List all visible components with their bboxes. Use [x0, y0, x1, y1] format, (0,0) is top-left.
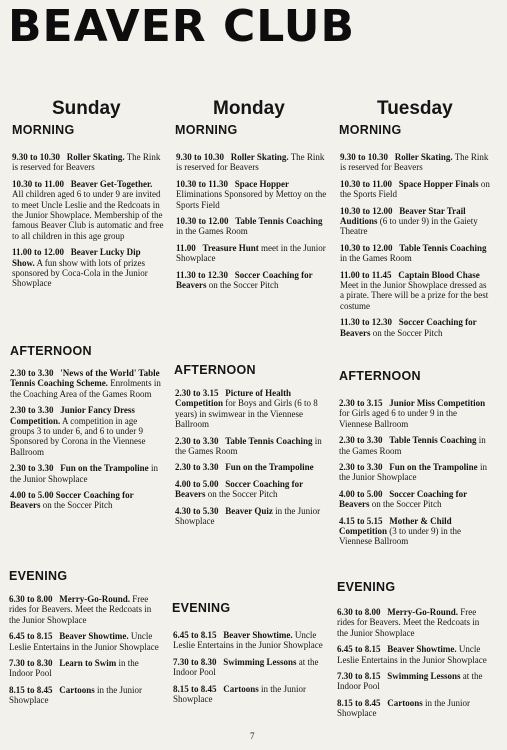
event-item: 10.30 to 11.00 Space Hopper Finals on the Sports Field: [340, 178, 490, 200]
event-item: 7.30 to 8.30 Swimming Lessons at the Indoor Pool: [173, 656, 319, 678]
day-title-monday: Monday: [213, 98, 285, 119]
event-list: [175, 388, 327, 532]
event-item: 2.30 to 3.30 Junior Fancy Dress Competition. A competition in age groups 3 to under 6, and 6 to under 9 Sponsored by Corona in the Viennese Ballroom: [10, 405, 146, 457]
section-heading-evening: EVENING: [172, 601, 231, 615]
event-item: 10.30 to 12.00 Table Tennis Coaching in the Games Room: [176, 216, 323, 237]
event-list: [176, 152, 328, 296]
event-list: [173, 630, 325, 710]
event-item: 9.30 to 10.30 Roller Skating. The Rink is reserved for Beavers: [176, 152, 325, 173]
event-item: 4.15 to 5.15 Mother & Child Competition (3 to under 9) in the Viennese Ballroom: [339, 515, 461, 547]
event-item: 9.30 to 10.30 Roller Skating. The Rink is reserved for Beavers: [340, 152, 489, 173]
event-list: [339, 398, 491, 553]
event-item: 11.30 to 12.30 Soccer Coaching for Beavers on the Soccer Pitch: [176, 269, 313, 291]
event-item: 2.30 to 3.15 Junior Miss Competition for Girls aged 6 to under 9 in the Viennese Ballroom: [339, 398, 486, 429]
event-item: 9.30 to 10.30 Roller Skating. The Rink is reserved for Beavers: [12, 152, 161, 173]
event-item: 10.30 to 12.00 Table Tennis Coaching in the Games Room: [340, 242, 487, 264]
event-list: [337, 607, 489, 725]
event-item: 4.00 to 5.00 Soccer Coaching for Beavers on the Soccer Pitch: [175, 478, 303, 500]
event-item: 2.30 to 3.30 Fun on the Trampoline in the Junior Showplace: [10, 463, 158, 484]
event-item: 2.30 to 3.15 Picture of Health Competition for Boys and Girls (6 to 8 years) in swimwear in the Viennese Ballroom: [175, 388, 318, 430]
event-item: 11.00 to 12.00 Beaver Lucky Dip Show. A fun show with lots of prizes sponsored by Coca-Cola in the Junior Showplace: [12, 247, 148, 289]
event-item: 6.30 to 8.00 Merry-Go-Round. Free rides for Beavers. Meet the Redcoats in the Junior Showplace: [9, 594, 152, 625]
event-item: 11.00 Treasure Hunt meet in the Junior Showplace: [176, 242, 326, 264]
day-title-sunday: Sunday: [52, 98, 121, 119]
event-item: 8.15 to 8.45 Cartoons in the Junior Showplace: [173, 683, 306, 705]
event-item: 6.45 to 8.15 Beaver Showtime. Uncle Leslie Entertains in the Junior Showplace: [337, 644, 487, 665]
event-item: 6.45 to 8.15 Beaver Showtime. Uncle Leslie Entertains in the Junior Showplace: [173, 630, 323, 651]
event-list: [12, 152, 164, 295]
event-item: 8.15 to 8.45 Cartoons in the Junior Showplace: [9, 684, 142, 706]
event-item: 10.30 to 11.30 Space Hopper Eliminations Sponsored by Mettoy on the Sports Field: [176, 178, 327, 210]
event-item: 2.30 to 3.30 Table Tennis Coaching in the Games Room: [339, 435, 486, 456]
event-item: 2.30 to 3.30 Table Tennis Coaching in the Games Room: [175, 435, 322, 457]
page-number: 7: [250, 731, 255, 741]
event-list: [10, 368, 162, 517]
event-item: 2.30 to 3.30 'News of the World' Table Tennis Coaching Scheme. Enrolments in the Coaching Area of the Games Room: [10, 368, 161, 399]
event-list: [9, 594, 161, 712]
page-title: BEAVER CLUB: [8, 1, 355, 52]
section-heading-afternoon: AFTERNOON: [339, 369, 421, 383]
event-item: 10.30 to 12.00 Beaver Star Trail Auditions (6 to under 9) in the Gaiety Theatre: [340, 205, 478, 237]
event-item: 4.30 to 5.30 Beaver Quiz in the Junior Showplace: [175, 505, 321, 527]
section-heading-morning: MORNING: [339, 123, 402, 137]
event-item: 11.00 to 11.45 Captain Blood Chase Meet in the Junior Showplace dressed as a pirate. There will be a prize for the best costume: [340, 269, 489, 311]
event-item: 11.30 to 12.30 Soccer Coaching for Beavers on the Soccer Pitch: [340, 317, 477, 338]
section-heading-morning: MORNING: [12, 123, 75, 137]
event-item: 4.00 to 5.00 Soccer Coaching for Beavers on the Soccer Pitch: [10, 490, 134, 511]
section-heading-evening: EVENING: [337, 580, 396, 594]
event-item: 4.00 to 5.00 Soccer Coaching for Beavers on the Soccer Pitch: [339, 488, 467, 510]
event-item: 8.15 to 8.45 Cartoons in the Junior Showplace: [337, 697, 470, 719]
section-heading-evening: EVENING: [9, 569, 68, 583]
event-item: 6.45 to 8.15 Beaver Showtime. Uncle Leslie Entertains in the Junior Showplace: [9, 631, 159, 652]
event-item: 7.30 to 8.15 Swimming Lessons at the Indoor Pool: [337, 671, 483, 692]
event-item: 10.30 to 11.00 Beaver Get-Together. All children aged 6 to under 9 are invited to meet Uncle Leslie and the Redcoats in the Junior Showplace. Membership of the famous Beaver Club is automatic and free to all children in this age group: [12, 178, 164, 241]
event-item: 2.30 to 3.30 Fun on the Trampoline in the Junior Showplace: [339, 462, 487, 483]
section-heading-afternoon: AFTERNOON: [174, 363, 256, 377]
section-heading-afternoon: AFTERNOON: [10, 344, 92, 358]
section-heading-morning: MORNING: [175, 123, 238, 137]
event-item: 7.30 to 8.30 Learn to Swim in the Indoor Pool: [9, 658, 139, 679]
event-list: [340, 152, 492, 344]
event-item: 2.30 to 3.30 Fun on the Trampoline: [175, 462, 314, 473]
event-item: 6.30 to 8.00 Merry-Go-Round. Free rides for Beavers. Meet the Redcoats in the Junior Showplace: [337, 607, 480, 638]
day-title-tuesday: Tuesday: [377, 98, 453, 119]
